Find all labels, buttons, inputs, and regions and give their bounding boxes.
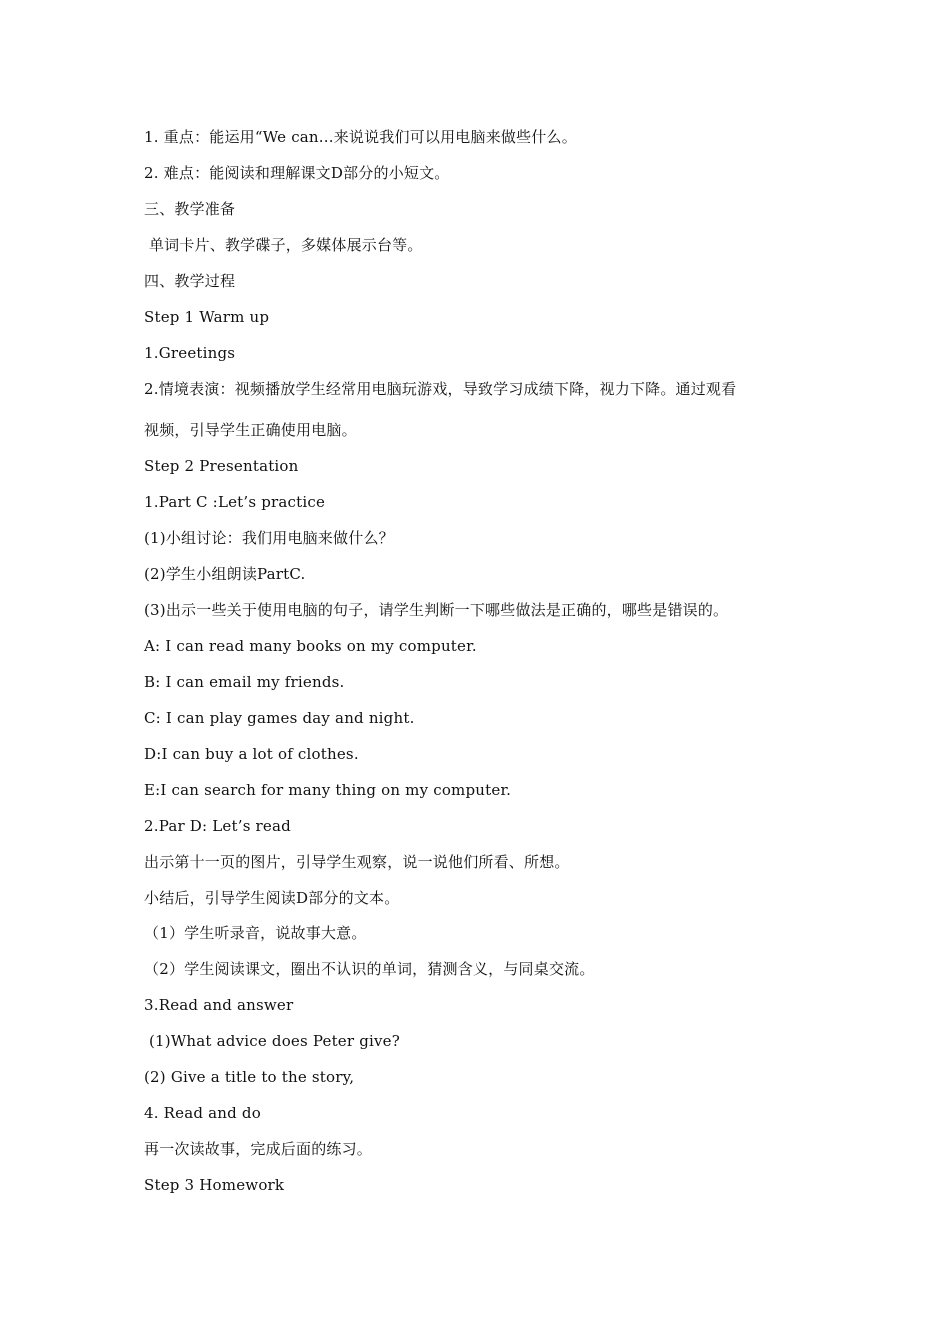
text-line: 3.Read and answer bbox=[144, 996, 294, 1014]
text-line: D:I can buy a lot of clothes. bbox=[144, 745, 359, 763]
text-line: 2.Par D: Let’s read bbox=[144, 817, 291, 835]
text-line: 2. 难点：能阅读和理解课文D部分的小短文。 bbox=[144, 164, 450, 182]
step-heading: Step 2 Presentation bbox=[144, 457, 299, 475]
text-line: 1. 重点：能运用“We can...来说说我们可以用电脑来做些什么。 bbox=[144, 128, 577, 146]
text-line: C: I can play games day and night. bbox=[144, 709, 415, 727]
text-line: 再一次读故事，完成后面的练习。 bbox=[144, 1140, 373, 1158]
text-line: (2)学生小组朗读PartC. bbox=[144, 565, 306, 583]
step-heading: Step 3 Homework bbox=[144, 1176, 285, 1194]
section-heading: 四、教学过程 bbox=[144, 272, 236, 290]
text-line: 视频，引导学生正确使用电脑。 bbox=[144, 421, 357, 439]
text-line: (1)What advice does Peter give? bbox=[144, 1032, 401, 1050]
text-line: （2）学生阅读课文，圈出不认识的单词，猜测含义，与同桌交流。 bbox=[144, 960, 595, 978]
text-line: 1.Greetings bbox=[144, 344, 236, 362]
text-line: 单词卡片、教学碟子，多媒体展示台等。 bbox=[144, 236, 423, 254]
step-heading: Step 1 Warm up bbox=[144, 308, 270, 326]
text-line: A: I can read many books on my computer. bbox=[144, 637, 477, 655]
text-line: 4. Read and do bbox=[144, 1104, 261, 1122]
text-line: 出示第十一页的图片，引导学生观察，说一说他们所看、所想。 bbox=[144, 853, 570, 871]
section-heading: 三、教学准备 bbox=[144, 200, 236, 218]
text-line: 小结后，引导学生阅读D部分的文本。 bbox=[144, 889, 400, 907]
text-line: (1)小组讨论：我们用电脑来做什么？ bbox=[144, 529, 394, 547]
text-line: B: I can email my friends. bbox=[144, 673, 345, 691]
text-line: 1.Part C :Let’s practice bbox=[144, 493, 326, 511]
text-line: (2) Give a title to the story, bbox=[144, 1068, 355, 1086]
text-line: E:I can search for many thing on my computer. bbox=[144, 781, 512, 799]
text-line: （1）学生听录音，说故事大意。 bbox=[144, 924, 367, 942]
text-line: 2.情境表演：视频播放学生经常用电脑玩游戏，导致学习成绩下降，视力下降。通过观看 bbox=[144, 380, 737, 398]
text-line: (3)出示一些关于使用电脑的句子，请学生判断一下哪些做法是正确的，哪些是错误的。 bbox=[144, 601, 729, 619]
